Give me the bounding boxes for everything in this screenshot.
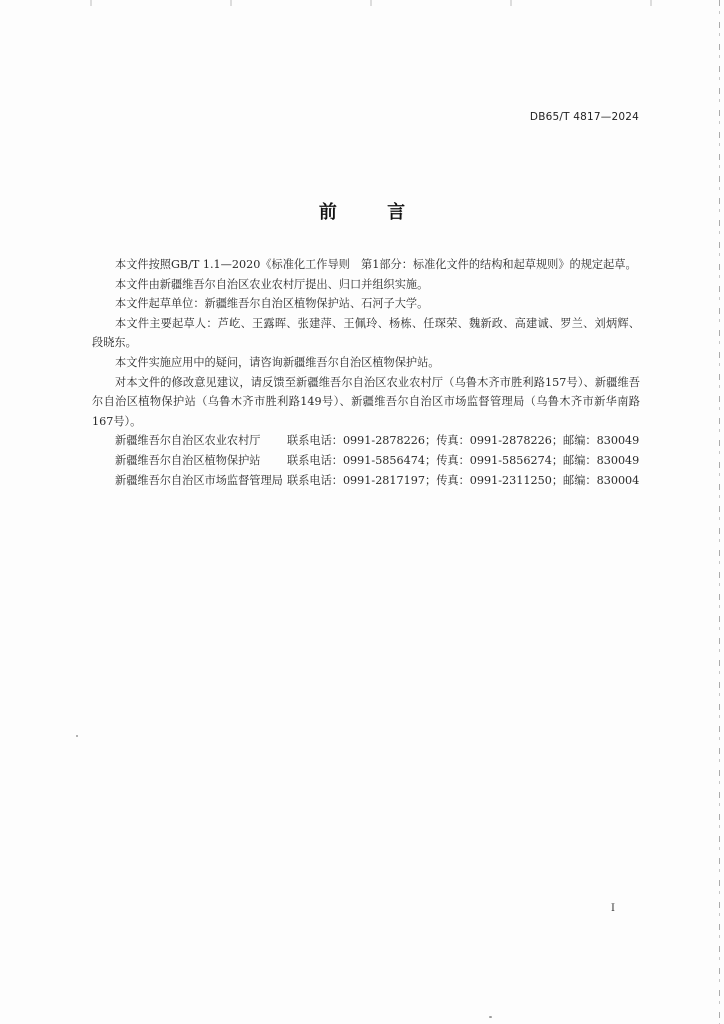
scan-edge-top xyxy=(0,0,724,6)
scan-edge-right xyxy=(719,0,720,1024)
paragraph-drafters: 本文件主要起草人：芦屹、王露晖、张建萍、王佩玲、杨栋、任琛荣、魏新政、高建诚、罗兰、刘炳辉、段晓东。 xyxy=(92,316,640,350)
paragraph-drafting-rules: 本文件按照GB/T 1.1—2020《标准化工作导则 第1部分：标准化文件的结构和起草规则》的规定起草。 xyxy=(115,258,637,271)
page-number: I xyxy=(611,903,615,914)
paragraph-proposer: 本文件由新疆维吾尔自治区农业农村厅提出、归口并组织实施。 xyxy=(115,277,429,291)
paragraph-inquiries: 本文件实施应用中的疑问，请咨询新疆维吾尔自治区植物保护站。 xyxy=(115,355,440,369)
contact-org: 新疆维吾尔自治区市场监督管理局 xyxy=(115,473,283,487)
contact-details: 联系电话：0991-2878226；传真：0991-2878226；邮编：830049 xyxy=(287,434,640,448)
contact-row xyxy=(92,431,640,451)
paragraph-drafting-units: 本文件起草单位：新疆维吾尔自治区植物保护站、石河子大学。 xyxy=(115,297,429,311)
contact-details: 联系电话：0991-5856474；传真：0991-5856274；邮编：830049 xyxy=(287,453,640,467)
contact-details: 联系电话：0991-2817197；传真：0991-2311250；邮编：830004 xyxy=(287,473,640,487)
standard-code: DB65/T 4817—2024 xyxy=(529,111,639,123)
paragraph-feedback: 对本文件的修改意见建议，请反馈至新疆维吾尔自治区农业农村厅（乌鲁木齐市胜利路157号）、新疆维吾尔自治区植物保护站（乌鲁木齐市胜利路149号）、新疆维吾尔自治区市场监督管理局（乌鲁木齐市新华南路167号）。 xyxy=(92,375,640,428)
page-title: 前 言 xyxy=(318,202,428,223)
contact-row xyxy=(92,451,640,471)
scan-speck xyxy=(489,1016,492,1018)
contact-org: 新疆维吾尔自治区农业农村厅 xyxy=(115,434,261,448)
scan-speck xyxy=(76,735,78,737)
foreword-body xyxy=(92,255,640,490)
contact-org: 新疆维吾尔自治区植物保护站 xyxy=(115,453,261,467)
contact-row xyxy=(92,471,640,491)
